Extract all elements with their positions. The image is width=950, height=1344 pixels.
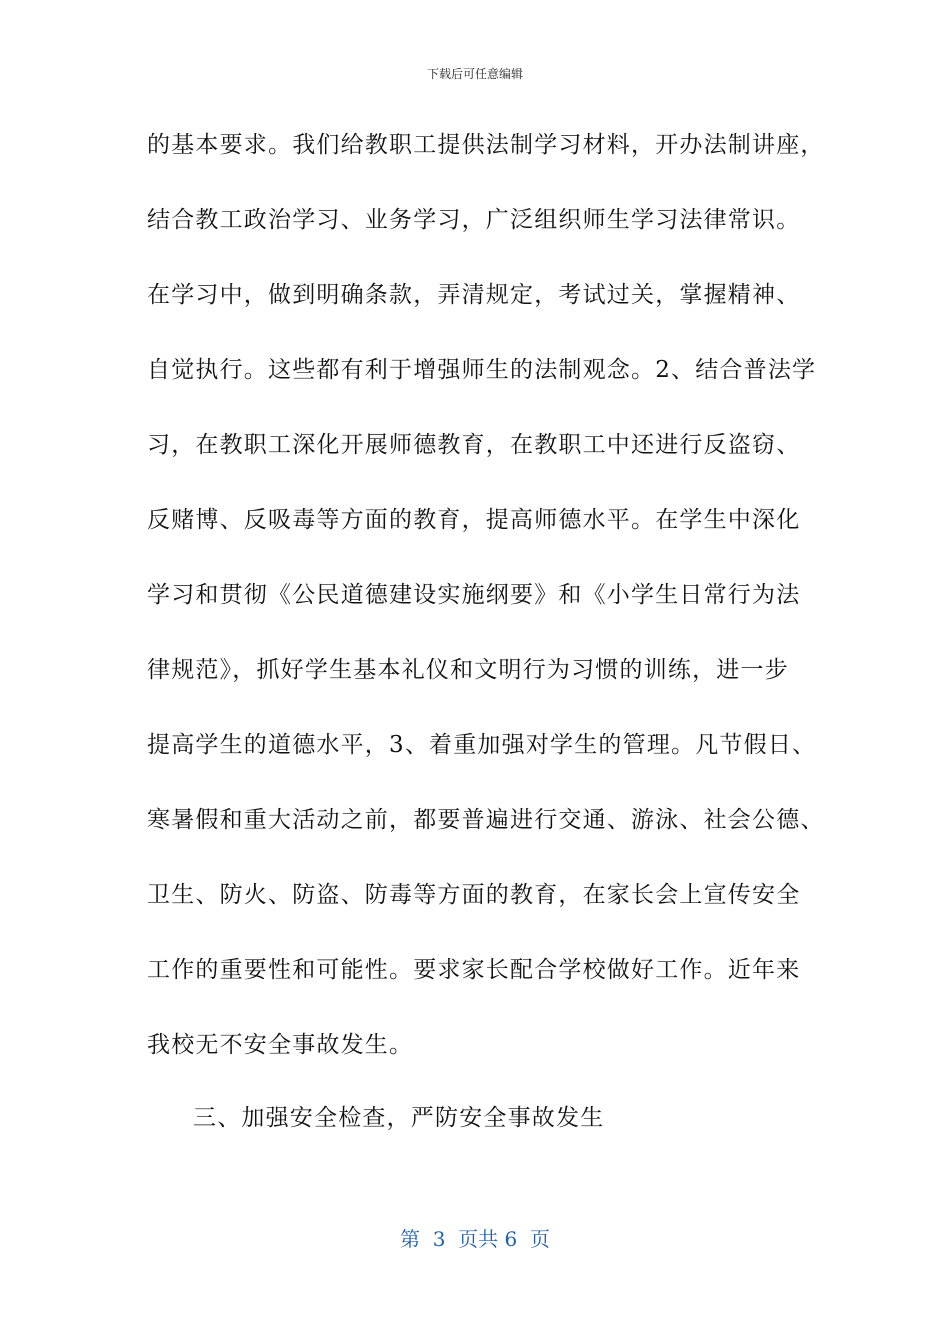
- paragraph-line: 结合教工政治学习、业务学习，广泛组织师生学习法律常识。: [147, 207, 801, 233]
- paragraph-line: 提高学生的道德水平，3、着重加强对学生的管理。凡节假日、: [147, 732, 817, 758]
- page-header: 下载后可任意编辑: [426, 67, 523, 81]
- section-heading: 三、加强安全检查，严防安全事故发生: [193, 1105, 605, 1131]
- paragraph-line: 学习和贯彻《公民道德建设实施纲要》和《小学生日常行为法: [147, 582, 801, 608]
- paragraph-line: 寒暑假和重大活动之前，都要普遍进行交通、游泳、社会公德、: [147, 807, 825, 833]
- paragraph-line: 工作的重要性和可能性。要求家长配合学校做好工作。近年来: [147, 957, 801, 983]
- paragraph-line: 在学习中，做到明确条款，弄清规定，考试过关，掌握精神、: [147, 282, 801, 308]
- paragraph-line: 自觉执行。这些都有利于增强师生的法制观念。2、结合普法学: [147, 357, 817, 383]
- paragraph-line: 反赌博、反吸毒等方面的教育，提高师德水平。在学生中深化: [147, 507, 801, 533]
- paragraph-line: 的基本要求。我们给教职工提供法制学习材料，开办法制讲座，: [147, 132, 825, 158]
- paragraph-line: 律规范》，抓好学生基本礼仪和文明行为习惯的训练，进一步: [147, 657, 789, 683]
- page-number-footer: 第 3 页共 6 页: [400, 1227, 550, 1251]
- paragraph-line: 我校无不安全事故发生。: [147, 1032, 414, 1058]
- paragraph-line: 卫生、防火、防盗、防毒等方面的教育，在家长会上宣传安全: [147, 882, 801, 908]
- paragraph-line: 习，在教职工深化开展师德教育，在教职工中还进行反盗窃、: [147, 432, 801, 458]
